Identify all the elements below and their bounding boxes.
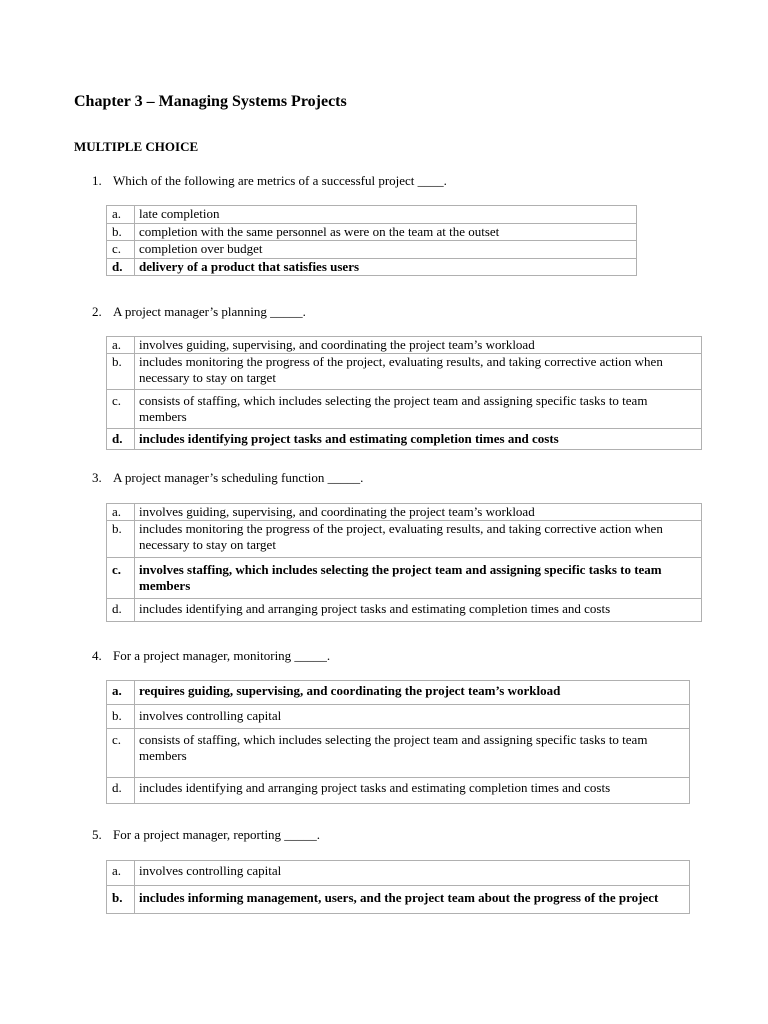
choice-letter: a. bbox=[107, 337, 135, 354]
choice-letter: b. bbox=[107, 521, 135, 558]
question-5 bbox=[92, 827, 320, 843]
question-number: 1. bbox=[92, 173, 102, 188]
choice-row bbox=[107, 223, 637, 241]
choice-row bbox=[107, 861, 690, 886]
choice-letter: c. bbox=[107, 390, 135, 429]
choices-table-2 bbox=[106, 336, 702, 450]
choice-text: involves guiding, supervising, and coordinating the project team’s workload bbox=[135, 504, 702, 521]
choice-row-correct bbox=[107, 429, 702, 450]
choice-row bbox=[107, 241, 637, 259]
choice-text: consists of staffing, which includes selecting the project team and assigning specific tasks to team members bbox=[135, 729, 690, 778]
choice-letter: d. bbox=[107, 429, 135, 450]
choice-letter: a. bbox=[107, 504, 135, 521]
choice-letter: b. bbox=[107, 705, 135, 729]
choice-text: includes identifying and arranging project tasks and estimating completion times and costs bbox=[135, 778, 690, 804]
choices-table-3 bbox=[106, 503, 702, 622]
choice-row-correct bbox=[107, 681, 690, 705]
choice-letter: c. bbox=[107, 729, 135, 778]
question-text: A project manager’s scheduling function _____. bbox=[113, 470, 364, 485]
choice-text: late completion bbox=[135, 206, 637, 224]
choice-text: completion with the same personnel as were on the team at the outset bbox=[135, 223, 637, 241]
choice-row bbox=[107, 521, 702, 558]
choice-letter: b. bbox=[107, 354, 135, 390]
choices-table-5 bbox=[106, 860, 690, 914]
choice-row-correct bbox=[107, 258, 637, 276]
choice-text: completion over budget bbox=[135, 241, 637, 259]
choice-row bbox=[107, 599, 702, 622]
choice-text: requires guiding, supervising, and coordinating the project team’s workload bbox=[135, 681, 690, 705]
choice-text: includes monitoring the progress of the project, evaluating results, and taking corrective action when necessary to stay on target bbox=[135, 354, 702, 390]
question-text: Which of the following are metrics of a successful project ____. bbox=[113, 173, 447, 188]
chapter-title: Chapter 3 – Managing Systems Projects bbox=[74, 93, 347, 110]
choice-text: consists of staffing, which includes selecting the project team and assigning specific tasks to team members bbox=[135, 390, 702, 429]
choices-table-4 bbox=[106, 680, 690, 804]
question-number: 2. bbox=[92, 304, 102, 319]
choice-row-correct bbox=[107, 558, 702, 599]
choice-letter: a. bbox=[107, 206, 135, 224]
question-number: 4. bbox=[92, 648, 102, 663]
choice-row bbox=[107, 705, 690, 729]
question-3 bbox=[92, 470, 363, 486]
choice-letter: a. bbox=[107, 861, 135, 886]
choice-letter: d. bbox=[107, 258, 135, 276]
choice-text: involves controlling capital bbox=[135, 705, 690, 729]
choice-row bbox=[107, 504, 702, 521]
question-4 bbox=[92, 648, 330, 664]
question-text: For a project manager, monitoring _____. bbox=[113, 648, 331, 663]
choice-text: involves staffing, which includes selecting the project team and assigning specific tasks to team members bbox=[135, 558, 702, 599]
choice-row bbox=[107, 778, 690, 804]
question-number: 5. bbox=[92, 827, 102, 842]
choice-letter: b. bbox=[107, 223, 135, 241]
choice-letter: c. bbox=[107, 241, 135, 259]
choice-letter: b. bbox=[107, 886, 135, 914]
choice-text: involves controlling capital bbox=[135, 861, 690, 886]
choice-letter: a. bbox=[107, 681, 135, 705]
choice-letter: c. bbox=[107, 558, 135, 599]
question-1 bbox=[92, 173, 447, 189]
choice-text: delivery of a product that satisfies users bbox=[135, 258, 637, 276]
question-number: 3. bbox=[92, 470, 102, 485]
choice-row bbox=[107, 390, 702, 429]
choice-letter: d. bbox=[107, 778, 135, 804]
choice-row bbox=[107, 206, 637, 224]
choice-text: includes informing management, users, and the project team about the progress of the project bbox=[135, 886, 690, 914]
question-text: A project manager’s planning _____. bbox=[113, 304, 306, 319]
choice-row bbox=[107, 729, 690, 778]
choice-text: includes identifying project tasks and estimating completion times and costs bbox=[135, 429, 702, 450]
choice-text: involves guiding, supervising, and coordinating the project team’s workload bbox=[135, 337, 702, 354]
question-2 bbox=[92, 304, 306, 320]
choice-row bbox=[107, 354, 702, 390]
choice-text: includes monitoring the progress of the project, evaluating results, and taking corrective action when necessary to stay on target bbox=[135, 521, 702, 558]
question-text: For a project manager, reporting _____. bbox=[113, 827, 321, 842]
choice-letter: d. bbox=[107, 599, 135, 622]
choice-row bbox=[107, 337, 702, 354]
choice-row-correct bbox=[107, 886, 690, 914]
choices-table-1 bbox=[106, 205, 637, 276]
choice-text: includes identifying and arranging project tasks and estimating completion times and costs bbox=[135, 599, 702, 622]
section-title: MULTIPLE CHOICE bbox=[74, 139, 199, 154]
